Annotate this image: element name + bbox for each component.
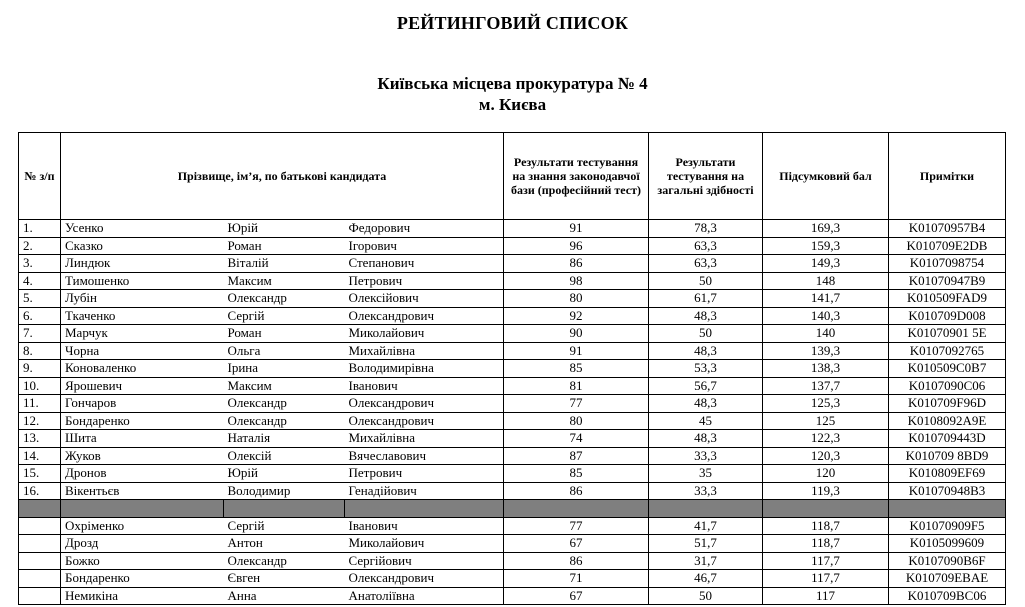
cell-law-test-score: 77 <box>504 517 649 535</box>
cell-law-test-score: 81 <box>504 377 649 395</box>
separator-row <box>19 500 1006 518</box>
cell-law-test-score: 98 <box>504 272 649 290</box>
cell-note-code: K010709EBAE <box>889 570 1006 588</box>
header-law-test: Результати тестування на знання законодавчої бази (професійний тест) <box>504 133 649 220</box>
cell-note-code: K0107098754 <box>889 255 1006 273</box>
cell-patronymic: Іванович <box>345 517 504 535</box>
cell-last-name: Лубін <box>61 290 224 308</box>
cell-general-test-score: 48,3 <box>649 430 763 448</box>
cell-patronymic: Володимирівна <box>345 360 504 378</box>
cell-last-name: Божко <box>61 552 224 570</box>
cell-total-score: 117 <box>763 587 889 605</box>
cell-total-score: 138,3 <box>763 360 889 378</box>
table-row <box>19 535 1006 553</box>
table-row <box>19 272 1006 290</box>
table-row <box>19 325 1006 343</box>
cell-first-name: Сергій <box>224 517 345 535</box>
cell-note-code: K0108092A9E <box>889 412 1006 430</box>
cell-number <box>19 517 61 535</box>
cell-note-code: K010809EF69 <box>889 465 1006 483</box>
cell-total-score: 149,3 <box>763 255 889 273</box>
cell-patronymic: Ігорович <box>345 237 504 255</box>
table-row <box>19 482 1006 500</box>
cell-law-test-score: 85 <box>504 465 649 483</box>
separator-cell <box>504 500 649 518</box>
cell-total-score: 148 <box>763 272 889 290</box>
cell-last-name: Дронов <box>61 465 224 483</box>
cell-general-test-score: 50 <box>649 272 763 290</box>
cell-law-test-score: 96 <box>504 237 649 255</box>
cell-first-name: Роман <box>224 237 345 255</box>
cell-total-score: 120 <box>763 465 889 483</box>
cell-note-code: K010709 8BD9 <box>889 447 1006 465</box>
cell-first-name: Ольга <box>224 342 345 360</box>
cell-first-name: Олександр <box>224 552 345 570</box>
cell-total-score: 140 <box>763 325 889 343</box>
cell-general-test-score: 45 <box>649 412 763 430</box>
cell-total-score: 117,7 <box>763 552 889 570</box>
cell-patronymic: Генадійович <box>345 482 504 500</box>
cell-first-name: Сергій <box>224 307 345 325</box>
cell-last-name: Сказко <box>61 237 224 255</box>
cell-number <box>19 552 61 570</box>
cell-patronymic: Анатоліївна <box>345 587 504 605</box>
cell-patronymic: Олександрович <box>345 395 504 413</box>
cell-last-name: Тимошенко <box>61 272 224 290</box>
table-row <box>19 570 1006 588</box>
cell-law-test-score: 71 <box>504 570 649 588</box>
cell-first-name: Антон <box>224 535 345 553</box>
cell-first-name: Олександр <box>224 290 345 308</box>
cell-law-test-score: 80 <box>504 290 649 308</box>
cell-first-name: Анна <box>224 587 345 605</box>
cell-number: 13. <box>19 430 61 448</box>
table-row <box>19 237 1006 255</box>
cell-general-test-score: 63,3 <box>649 255 763 273</box>
cell-total-score: 137,7 <box>763 377 889 395</box>
header-candidate-name: Прізвище, ім’я, по батькові кандидата <box>61 133 504 220</box>
cell-number: 9. <box>19 360 61 378</box>
cell-last-name: Вікентьєв <box>61 482 224 500</box>
rating-table <box>18 132 1006 605</box>
cell-total-score: 118,7 <box>763 535 889 553</box>
cell-first-name: Віталій <box>224 255 345 273</box>
cell-note-code: K01070948B3 <box>889 482 1006 500</box>
cell-law-test-score: 77 <box>504 395 649 413</box>
cell-law-test-score: 86 <box>504 482 649 500</box>
cell-last-name: Коноваленко <box>61 360 224 378</box>
cell-last-name: Охріменко <box>61 517 224 535</box>
cell-total-score: 159,3 <box>763 237 889 255</box>
cell-law-test-score: 67 <box>504 587 649 605</box>
cell-last-name: Усенко <box>61 220 224 238</box>
cell-general-test-score: 48,3 <box>649 307 763 325</box>
cell-number: 11. <box>19 395 61 413</box>
cell-note-code: K01070957B4 <box>889 220 1006 238</box>
cell-number <box>19 535 61 553</box>
cell-note-code: K0107090C06 <box>889 377 1006 395</box>
cell-note-code: K010509C0B7 <box>889 360 1006 378</box>
cell-law-test-score: 67 <box>504 535 649 553</box>
cell-general-test-score: 48,3 <box>649 395 763 413</box>
cell-patronymic: Михайлівна <box>345 430 504 448</box>
cell-first-name: Наталія <box>224 430 345 448</box>
cell-general-test-score: 35 <box>649 465 763 483</box>
cell-note-code: K01070947B9 <box>889 272 1006 290</box>
cell-total-score: 117,7 <box>763 570 889 588</box>
separator-cell <box>763 500 889 518</box>
cell-number: 10. <box>19 377 61 395</box>
cell-number: 6. <box>19 307 61 325</box>
cell-law-test-score: 80 <box>504 412 649 430</box>
cell-note-code: K010709D008 <box>889 307 1006 325</box>
cell-general-test-score: 48,3 <box>649 342 763 360</box>
cell-number: 3. <box>19 255 61 273</box>
cell-note-code: K010709443D <box>889 430 1006 448</box>
separator-cell <box>224 500 345 518</box>
cell-number: 2. <box>19 237 61 255</box>
table-row <box>19 552 1006 570</box>
cell-first-name: Максим <box>224 272 345 290</box>
cell-last-name: Линдюк <box>61 255 224 273</box>
cell-patronymic: Степанович <box>345 255 504 273</box>
cell-patronymic: Вячеславович <box>345 447 504 465</box>
document-title: РЕЙТИНГОВИЙ СПИСОК <box>396 13 629 33</box>
table-body <box>19 220 1006 605</box>
cell-number: 7. <box>19 325 61 343</box>
cell-general-test-score: 50 <box>649 325 763 343</box>
cell-patronymic: Олександрович <box>345 412 504 430</box>
cell-last-name: Немикіна <box>61 587 224 605</box>
header-general-test: Результати тестування на загальні здібності <box>649 133 763 220</box>
cell-first-name: Олександр <box>224 412 345 430</box>
cell-total-score: 139,3 <box>763 342 889 360</box>
cell-last-name: Жуков <box>61 447 224 465</box>
cell-patronymic: Петрович <box>345 465 504 483</box>
cell-general-test-score: 61,7 <box>649 290 763 308</box>
cell-last-name: Шита <box>61 430 224 448</box>
header-total-score: Підсумковий бал <box>763 133 889 220</box>
cell-patronymic: Петрович <box>345 272 504 290</box>
cell-first-name: Юрій <box>224 465 345 483</box>
cell-law-test-score: 74 <box>504 430 649 448</box>
cell-number: 15. <box>19 465 61 483</box>
cell-note-code: K01070909F5 <box>889 517 1006 535</box>
cell-number: 8. <box>19 342 61 360</box>
cell-patronymic: Іванович <box>345 377 504 395</box>
table-row <box>19 430 1006 448</box>
cell-patronymic: Олександрович <box>345 307 504 325</box>
cell-first-name: Володимир <box>224 482 345 500</box>
cell-patronymic: Миколайович <box>345 535 504 553</box>
separator-cell <box>19 500 61 518</box>
cell-total-score: 122,3 <box>763 430 889 448</box>
table-row <box>19 342 1006 360</box>
cell-last-name: Гончаров <box>61 395 224 413</box>
cell-last-name: Марчук <box>61 325 224 343</box>
cell-number: 16. <box>19 482 61 500</box>
cell-number <box>19 570 61 588</box>
cell-note-code: K01070901 5E <box>889 325 1006 343</box>
cell-total-score: 141,7 <box>763 290 889 308</box>
cell-patronymic: Федорович <box>345 220 504 238</box>
cell-total-score: 169,3 <box>763 220 889 238</box>
cell-general-test-score: 41,7 <box>649 517 763 535</box>
document-subtitle-city: м. Києва <box>478 95 547 114</box>
cell-general-test-score: 46,7 <box>649 570 763 588</box>
table-row <box>19 517 1006 535</box>
cell-note-code: K010709BC06 <box>889 587 1006 605</box>
cell-total-score: 120,3 <box>763 447 889 465</box>
table-row <box>19 360 1006 378</box>
cell-total-score: 140,3 <box>763 307 889 325</box>
cell-number: 1. <box>19 220 61 238</box>
cell-law-test-score: 86 <box>504 255 649 273</box>
separator-cell <box>345 500 504 518</box>
table-row <box>19 395 1006 413</box>
cell-law-test-score: 92 <box>504 307 649 325</box>
cell-note-code: K010709E2DB <box>889 237 1006 255</box>
cell-patronymic: Олексійович <box>345 290 504 308</box>
table-row <box>19 290 1006 308</box>
cell-first-name: Олексій <box>224 447 345 465</box>
cell-last-name: Дрозд <box>61 535 224 553</box>
cell-law-test-score: 91 <box>504 342 649 360</box>
cell-patronymic: Михайлівна <box>345 342 504 360</box>
table-header-row <box>19 133 1006 220</box>
cell-general-test-score: 56,7 <box>649 377 763 395</box>
cell-number: 5. <box>19 290 61 308</box>
cell-general-test-score: 31,7 <box>649 552 763 570</box>
cell-note-code: K0107092765 <box>889 342 1006 360</box>
cell-patronymic: Миколайович <box>345 325 504 343</box>
cell-general-test-score: 33,3 <box>649 482 763 500</box>
cell-law-test-score: 91 <box>504 220 649 238</box>
header-number: № з/п <box>19 133 61 220</box>
cell-note-code: K010509FAD9 <box>889 290 1006 308</box>
cell-first-name: Ірина <box>224 360 345 378</box>
table-row <box>19 412 1006 430</box>
cell-last-name: Бондаренко <box>61 412 224 430</box>
table-row <box>19 447 1006 465</box>
cell-general-test-score: 33,3 <box>649 447 763 465</box>
table-row <box>19 377 1006 395</box>
cell-law-test-score: 85 <box>504 360 649 378</box>
cell-first-name: Максим <box>224 377 345 395</box>
cell-first-name: Юрій <box>224 220 345 238</box>
cell-total-score: 125 <box>763 412 889 430</box>
cell-number: 12. <box>19 412 61 430</box>
cell-law-test-score: 90 <box>504 325 649 343</box>
cell-total-score: 119,3 <box>763 482 889 500</box>
cell-number: 14. <box>19 447 61 465</box>
cell-general-test-score: 53,3 <box>649 360 763 378</box>
table-row <box>19 307 1006 325</box>
cell-number: 4. <box>19 272 61 290</box>
separator-cell <box>649 500 763 518</box>
table-row <box>19 255 1006 273</box>
header-notes: Примітки <box>889 133 1006 220</box>
cell-general-test-score: 50 <box>649 587 763 605</box>
cell-law-test-score: 87 <box>504 447 649 465</box>
cell-first-name: Олександр <box>224 395 345 413</box>
separator-cell <box>889 500 1006 518</box>
cell-last-name: Ткаченко <box>61 307 224 325</box>
cell-last-name: Ярошевич <box>61 377 224 395</box>
cell-note-code: K0107090B6F <box>889 552 1006 570</box>
table-row <box>19 220 1006 238</box>
separator-cell <box>61 500 224 518</box>
cell-general-test-score: 63,3 <box>649 237 763 255</box>
cell-law-test-score: 86 <box>504 552 649 570</box>
cell-first-name: Євген <box>224 570 345 588</box>
cell-note-code: K010709F96D <box>889 395 1006 413</box>
cell-number <box>19 587 61 605</box>
cell-first-name: Роман <box>224 325 345 343</box>
cell-note-code: K0105099609 <box>889 535 1006 553</box>
table-row <box>19 587 1006 605</box>
document-subtitle-office: Київська місцева прокуратура № 4 <box>377 74 648 93</box>
table-row <box>19 465 1006 483</box>
cell-general-test-score: 78,3 <box>649 220 763 238</box>
cell-total-score: 118,7 <box>763 517 889 535</box>
cell-last-name: Бондаренко <box>61 570 224 588</box>
cell-total-score: 125,3 <box>763 395 889 413</box>
cell-last-name: Чорна <box>61 342 224 360</box>
cell-patronymic: Олександрович <box>345 570 504 588</box>
cell-patronymic: Сергійович <box>345 552 504 570</box>
cell-general-test-score: 51,7 <box>649 535 763 553</box>
